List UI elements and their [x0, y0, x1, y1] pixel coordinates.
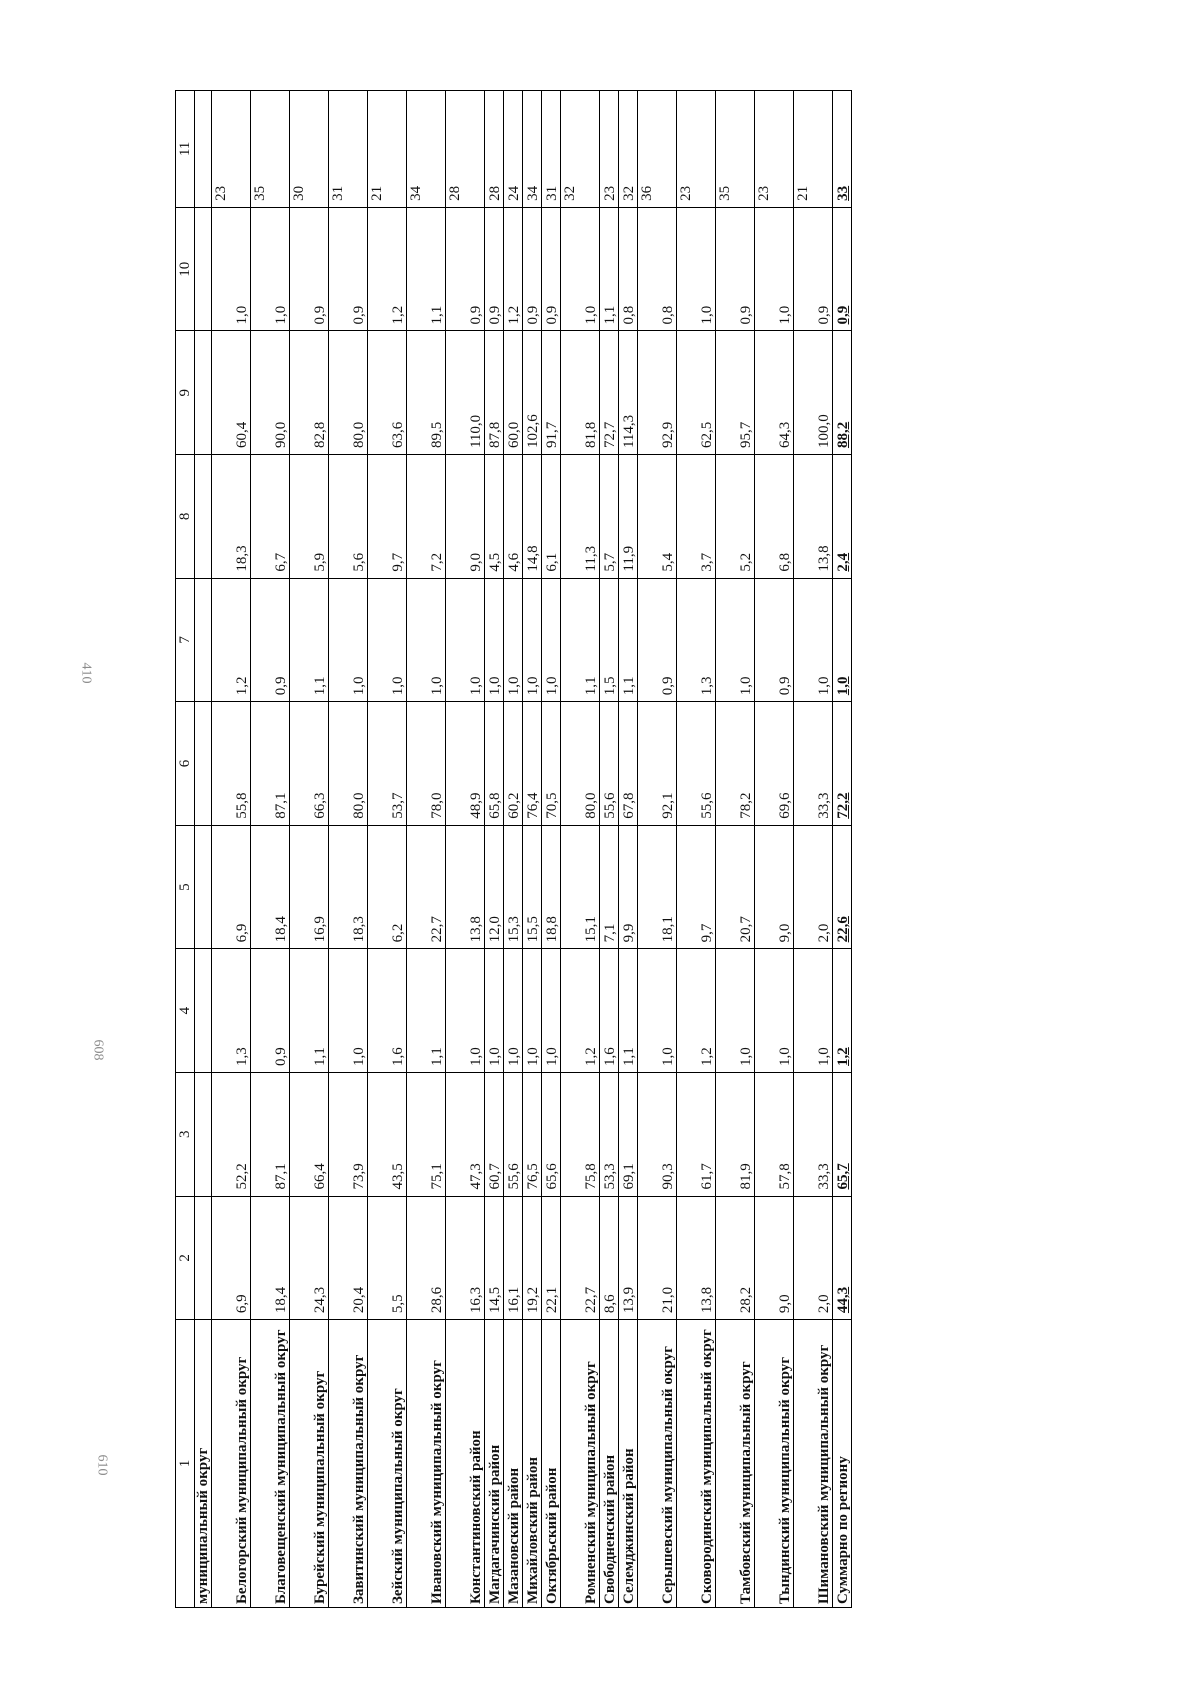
- table-row: [600, 91, 619, 1608]
- value-cell-col-3: 81,9: [716, 1072, 755, 1196]
- value-cell-col-5: 12,0: [485, 825, 504, 949]
- value-cell-col-2: 13,8: [677, 1196, 716, 1320]
- value-cell-col-4: 1,6: [368, 949, 407, 1073]
- value-cell-col-10: [195, 207, 212, 331]
- value-cell-col-6: 80,0: [329, 702, 368, 826]
- value-cell-col-4: 1,0: [523, 949, 542, 1073]
- value-cell-col-9: 102,6: [523, 331, 542, 455]
- table-row: [794, 91, 833, 1608]
- value-cell-col-11: 21: [794, 91, 833, 208]
- value-cell-col-9: 114,3: [619, 331, 638, 455]
- value-cell-col-8: 11,3: [561, 455, 600, 579]
- value-cell-col-5: 16,9: [290, 825, 329, 949]
- value-cell-col-10: 0,9: [485, 207, 504, 331]
- value-cell-col-4: 1,0: [755, 949, 794, 1073]
- value-cell-col-10: 1,1: [407, 207, 446, 331]
- value-cell-col-10: 0,9: [290, 207, 329, 331]
- value-cell-col-3: 87,1: [251, 1072, 290, 1196]
- column-number-2: 2: [176, 1196, 195, 1320]
- value-cell-col-9: 100,0: [794, 331, 833, 455]
- value-cell-col-4: 1,0: [446, 949, 485, 1073]
- value-cell-col-11: 23: [600, 91, 619, 208]
- value-cell-col-9: 91,7: [542, 331, 561, 455]
- value-cell-col-5: 15,3: [504, 825, 523, 949]
- value-cell-col-3: 75,1: [407, 1072, 446, 1196]
- value-cell-col-6: 48,9: [446, 702, 485, 826]
- value-cell-col-6: 55,6: [600, 702, 619, 826]
- page-mark-left: 410: [78, 662, 94, 684]
- district-name-cell: Белогорский муниципальный округ: [212, 1320, 251, 1608]
- value-cell-col-6: 55,8: [212, 702, 251, 826]
- value-cell-col-7: 1,0: [542, 578, 561, 702]
- district-name-cell: Шимановский муниципальный округ: [794, 1320, 833, 1608]
- value-cell-col-3: 52,2: [212, 1072, 251, 1196]
- value-cell-col-10: 1,0: [755, 207, 794, 331]
- value-cell-col-6: 87,1: [251, 702, 290, 826]
- value-cell-col-11: 32: [619, 91, 638, 208]
- value-cell-col-7: 1,5: [600, 578, 619, 702]
- value-cell-col-3: 57,8: [755, 1072, 794, 1196]
- value-cell-col-5: 22,6: [833, 825, 852, 949]
- value-cell-col-2: 16,1: [504, 1196, 523, 1320]
- value-cell-col-2: 9,0: [755, 1196, 794, 1320]
- value-cell-col-7: 1,0: [716, 578, 755, 702]
- district-name-cell: Серышевский муниципальный округ: [638, 1320, 677, 1608]
- table-row: [368, 91, 407, 1608]
- value-cell-col-6: [195, 702, 212, 826]
- value-cell-col-3: 73,9: [329, 1072, 368, 1196]
- value-cell-col-8: 6,1: [542, 455, 561, 579]
- value-cell-col-11: 35: [251, 91, 290, 208]
- district-name-cell: Свободненский район: [600, 1320, 619, 1608]
- value-cell-col-4: 1,0: [794, 949, 833, 1073]
- table-row-total: [833, 91, 852, 1608]
- value-cell-col-6: 76,4: [523, 702, 542, 826]
- table-row: [251, 91, 290, 1608]
- value-cell-col-6: 72,2: [833, 702, 852, 826]
- value-cell-col-2: 14,5: [485, 1196, 504, 1320]
- value-cell-col-6: 92,1: [638, 702, 677, 826]
- statistics-table: [175, 90, 852, 1608]
- page-mark-middle: 608: [90, 1039, 106, 1061]
- value-cell-col-10: 0,9: [542, 207, 561, 331]
- value-cell-col-6: 69,6: [755, 702, 794, 826]
- value-cell-col-11: 23: [755, 91, 794, 208]
- value-cell-col-6: 65,8: [485, 702, 504, 826]
- value-cell-col-7: 0,9: [638, 578, 677, 702]
- value-cell-col-4: 1,1: [619, 949, 638, 1073]
- column-number-4: 4: [176, 949, 195, 1073]
- value-cell-col-11: 23: [677, 91, 716, 208]
- value-cell-col-10: 1,2: [368, 207, 407, 331]
- value-cell-col-5: 20,7: [716, 825, 755, 949]
- value-cell-col-8: 7,2: [407, 455, 446, 579]
- value-cell-col-5: 18,4: [251, 825, 290, 949]
- value-cell-col-9: 62,5: [677, 331, 716, 455]
- value-cell-col-9: 60,4: [212, 331, 251, 455]
- value-cell-col-3: 90,3: [638, 1072, 677, 1196]
- value-cell-col-9: 88,2: [833, 331, 852, 455]
- value-cell-col-9: 60,0: [504, 331, 523, 455]
- district-name-cell: Завитинский муниципальный округ: [329, 1320, 368, 1608]
- value-cell-col-4: 1,3: [212, 949, 251, 1073]
- value-cell-col-8: 5,6: [329, 455, 368, 579]
- value-cell-col-10: 0,9: [794, 207, 833, 331]
- value-cell-col-9: 90,0: [251, 331, 290, 455]
- value-cell-col-6: 67,8: [619, 702, 638, 826]
- value-cell-col-5: 9,7: [677, 825, 716, 949]
- value-cell-col-4: 1,1: [290, 949, 329, 1073]
- value-cell-col-3: 60,7: [485, 1072, 504, 1196]
- value-cell-col-9: 89,5: [407, 331, 446, 455]
- value-cell-col-6: 80,0: [561, 702, 600, 826]
- value-cell-col-11: 36: [638, 91, 677, 208]
- value-cell-col-2: 8,6: [600, 1196, 619, 1320]
- value-cell-col-8: 9,0: [446, 455, 485, 579]
- value-cell-col-5: 9,9: [619, 825, 638, 949]
- value-cell-col-2: 20,4: [329, 1196, 368, 1320]
- page-mark-right: 610: [94, 1454, 110, 1476]
- value-cell-col-5: 7,1: [600, 825, 619, 949]
- column-number-11: 11: [176, 91, 195, 208]
- value-cell-col-7: 1,0: [523, 578, 542, 702]
- value-cell-col-4: 1,2: [833, 949, 852, 1073]
- value-cell-col-7: 1,0: [833, 578, 852, 702]
- district-name-cell: Суммарно по региону: [833, 1320, 852, 1608]
- table-row: [290, 91, 329, 1608]
- value-cell-col-4: 1,0: [504, 949, 523, 1073]
- value-cell-col-7: 1,1: [619, 578, 638, 702]
- value-cell-col-8: 5,7: [600, 455, 619, 579]
- value-cell-col-3: 43,5: [368, 1072, 407, 1196]
- value-cell-col-5: 13,8: [446, 825, 485, 949]
- value-cell-col-6: 66,3: [290, 702, 329, 826]
- column-number-row: [176, 91, 195, 1608]
- value-cell-col-5: 9,0: [755, 825, 794, 949]
- table-row: [523, 91, 542, 1608]
- value-cell-col-2: 28,6: [407, 1196, 446, 1320]
- value-cell-col-7: 1,2: [212, 578, 251, 702]
- value-cell-col-2: [195, 1196, 212, 1320]
- value-cell-col-7: 1,0: [329, 578, 368, 702]
- value-cell-col-10: 1,0: [561, 207, 600, 331]
- value-cell-col-10: 1,0: [677, 207, 716, 331]
- table-row: [195, 91, 212, 1608]
- table-row: [638, 91, 677, 1608]
- value-cell-col-11: 31: [329, 91, 368, 208]
- value-cell-col-8: 5,2: [716, 455, 755, 579]
- value-cell-col-9: 64,3: [755, 331, 794, 455]
- value-cell-col-8: 14,8: [523, 455, 542, 579]
- value-cell-col-9: 95,7: [716, 331, 755, 455]
- value-cell-col-8: [195, 455, 212, 579]
- district-name-cell: Михайловский район: [523, 1320, 542, 1608]
- value-cell-col-6: 33,3: [794, 702, 833, 826]
- table-row: [329, 91, 368, 1608]
- value-cell-col-8: 5,9: [290, 455, 329, 579]
- value-cell-col-3: 55,6: [504, 1072, 523, 1196]
- table-row: [446, 91, 485, 1608]
- value-cell-col-9: 72,7: [600, 331, 619, 455]
- column-number-10: 10: [176, 207, 195, 331]
- value-cell-col-11: 28: [485, 91, 504, 208]
- value-cell-col-8: 4,5: [485, 455, 504, 579]
- value-cell-col-6: 55,6: [677, 702, 716, 826]
- district-name-cell: Бурейский муниципальный округ: [290, 1320, 329, 1608]
- value-cell-col-11: [195, 91, 212, 208]
- value-cell-col-9: 63,6: [368, 331, 407, 455]
- rotated-table-container: [175, 90, 942, 1608]
- value-cell-col-5: 2,0: [794, 825, 833, 949]
- value-cell-col-6: 70,5: [542, 702, 561, 826]
- value-cell-col-11: 24: [504, 91, 523, 208]
- value-cell-col-3: 65,6: [542, 1072, 561, 1196]
- value-cell-col-10: 1,0: [251, 207, 290, 331]
- value-cell-col-8: 6,7: [251, 455, 290, 579]
- value-cell-col-8: 6,8: [755, 455, 794, 579]
- value-cell-col-6: 78,2: [716, 702, 755, 826]
- value-cell-col-7: 1,1: [561, 578, 600, 702]
- district-name-cell: Константиновский район: [446, 1320, 485, 1608]
- value-cell-col-2: 22,7: [561, 1196, 600, 1320]
- value-cell-col-4: [195, 949, 212, 1073]
- column-number-5: 5: [176, 825, 195, 949]
- value-cell-col-2: 5,5: [368, 1196, 407, 1320]
- value-cell-col-11: 21: [368, 91, 407, 208]
- value-cell-col-4: 1,0: [542, 949, 561, 1073]
- district-name-cell: Мазановский район: [504, 1320, 523, 1608]
- district-name-cell: Тамбовский муниципальный округ: [716, 1320, 755, 1608]
- value-cell-col-3: 53,3: [600, 1072, 619, 1196]
- value-cell-col-7: 1,0: [485, 578, 504, 702]
- value-cell-col-4: 1,0: [329, 949, 368, 1073]
- value-cell-col-9: 87,8: [485, 331, 504, 455]
- value-cell-col-10: 1,0: [212, 207, 251, 331]
- value-cell-col-7: 0,9: [755, 578, 794, 702]
- value-cell-col-10: 1,2: [504, 207, 523, 331]
- column-number-8: 8: [176, 455, 195, 579]
- value-cell-col-9: 82,8: [290, 331, 329, 455]
- value-cell-col-5: 18,1: [638, 825, 677, 949]
- value-cell-col-7: 1,0: [407, 578, 446, 702]
- column-number-9: 9: [176, 331, 195, 455]
- value-cell-col-7: 1,0: [368, 578, 407, 702]
- value-cell-col-9: [195, 331, 212, 455]
- table-row: [407, 91, 446, 1608]
- value-cell-col-10: 0,9: [716, 207, 755, 331]
- value-cell-col-2: 13,9: [619, 1196, 638, 1320]
- district-name-cell: муниципальный округ: [195, 1320, 212, 1608]
- table-row: [212, 91, 251, 1608]
- value-cell-col-11: 34: [407, 91, 446, 208]
- value-cell-col-8: 2,4: [833, 455, 852, 579]
- district-name-cell: Тындинский муниципальный округ: [755, 1320, 794, 1608]
- value-cell-col-11: 30: [290, 91, 329, 208]
- value-cell-col-2: 2,0: [794, 1196, 833, 1320]
- value-cell-col-2: 44,3: [833, 1196, 852, 1320]
- table-body: [195, 91, 852, 1608]
- value-cell-col-3: 33,3: [794, 1072, 833, 1196]
- value-cell-col-3: 69,1: [619, 1072, 638, 1196]
- value-cell-col-8: 11,9: [619, 455, 638, 579]
- value-cell-col-8: 9,7: [368, 455, 407, 579]
- value-cell-col-4: 1,2: [677, 949, 716, 1073]
- value-cell-col-9: 80,0: [329, 331, 368, 455]
- value-cell-col-2: 21,0: [638, 1196, 677, 1320]
- value-cell-col-5: 6,2: [368, 825, 407, 949]
- district-name-cell: Ивановский муниципальный округ: [407, 1320, 446, 1608]
- district-name-cell: Магдагачинский район: [485, 1320, 504, 1608]
- value-cell-col-3: 75,8: [561, 1072, 600, 1196]
- value-cell-col-8: 5,4: [638, 455, 677, 579]
- value-cell-col-10: 1,1: [600, 207, 619, 331]
- column-number-3: 3: [176, 1072, 195, 1196]
- value-cell-col-2: 6,9: [212, 1196, 251, 1320]
- district-name-cell: Сковородинский муниципальный округ: [677, 1320, 716, 1608]
- value-cell-col-3: 61,7: [677, 1072, 716, 1196]
- value-cell-col-9: 92,9: [638, 331, 677, 455]
- value-cell-col-5: 22,7: [407, 825, 446, 949]
- value-cell-col-7: 1,0: [446, 578, 485, 702]
- value-cell-col-8: 13,8: [794, 455, 833, 579]
- value-cell-col-5: [195, 825, 212, 949]
- value-cell-col-5: 18,8: [542, 825, 561, 949]
- value-cell-col-7: 0,9: [251, 578, 290, 702]
- value-cell-col-11: 31: [542, 91, 561, 208]
- value-cell-col-7: 1,1: [290, 578, 329, 702]
- value-cell-col-4: 1,0: [638, 949, 677, 1073]
- table-row: [504, 91, 523, 1608]
- value-cell-col-3: 66,4: [290, 1072, 329, 1196]
- district-name-cell: Селемджинский район: [619, 1320, 638, 1608]
- table-row: [716, 91, 755, 1608]
- value-cell-col-2: 19,2: [523, 1196, 542, 1320]
- value-cell-col-5: 6,9: [212, 825, 251, 949]
- value-cell-col-7: 1,0: [504, 578, 523, 702]
- value-cell-col-3: 76,5: [523, 1072, 542, 1196]
- column-number-7: 7: [176, 578, 195, 702]
- value-cell-col-10: 0,9: [446, 207, 485, 331]
- table-row: [619, 91, 638, 1608]
- value-cell-col-3: 65,7: [833, 1072, 852, 1196]
- value-cell-col-8: 3,7: [677, 455, 716, 579]
- value-cell-col-10: 0,9: [523, 207, 542, 331]
- value-cell-col-8: 4,6: [504, 455, 523, 579]
- district-name-cell: Ромненский муниципальный округ: [561, 1320, 600, 1608]
- value-cell-col-3: [195, 1072, 212, 1196]
- column-number-6: 6: [176, 702, 195, 826]
- value-cell-col-6: 60,2: [504, 702, 523, 826]
- value-cell-col-4: 1,2: [561, 949, 600, 1073]
- value-cell-col-8: 18,3: [212, 455, 251, 579]
- value-cell-col-2: 28,2: [716, 1196, 755, 1320]
- value-cell-col-2: 24,3: [290, 1196, 329, 1320]
- value-cell-col-3: 47,3: [446, 1072, 485, 1196]
- value-cell-col-11: 23: [212, 91, 251, 208]
- value-cell-col-11: 35: [716, 91, 755, 208]
- value-cell-col-9: 110,0: [446, 331, 485, 455]
- value-cell-col-11: 34: [523, 91, 542, 208]
- district-name-cell: Благовещенский муниципальный округ: [251, 1320, 290, 1608]
- table-row: [561, 91, 600, 1608]
- district-name-cell: Зейский муниципальный округ: [368, 1320, 407, 1608]
- value-cell-col-2: 18,4: [251, 1196, 290, 1320]
- value-cell-col-7: 1,3: [677, 578, 716, 702]
- value-cell-col-7: 1,0: [794, 578, 833, 702]
- value-cell-col-9: 81,8: [561, 331, 600, 455]
- column-number-1: 1: [176, 1320, 195, 1608]
- value-cell-col-10: 0,9: [833, 207, 852, 331]
- district-name-cell: Октябрьский район: [542, 1320, 561, 1608]
- value-cell-col-10: 0,8: [619, 207, 638, 331]
- value-cell-col-5: 15,1: [561, 825, 600, 949]
- value-cell-col-4: 1,0: [716, 949, 755, 1073]
- value-cell-col-2: 16,3: [446, 1196, 485, 1320]
- value-cell-col-6: 53,7: [368, 702, 407, 826]
- value-cell-col-6: 78,0: [407, 702, 446, 826]
- value-cell-col-11: 32: [561, 91, 600, 208]
- value-cell-col-11: 33: [833, 91, 852, 208]
- value-cell-col-4: 1,0: [485, 949, 504, 1073]
- value-cell-col-10: 0,8: [638, 207, 677, 331]
- value-cell-col-7: [195, 578, 212, 702]
- value-cell-col-4: 1,6: [600, 949, 619, 1073]
- table-row: [485, 91, 504, 1608]
- value-cell-col-4: 1,1: [407, 949, 446, 1073]
- value-cell-col-11: 28: [446, 91, 485, 208]
- value-cell-col-4: 0,9: [251, 949, 290, 1073]
- table-row: [755, 91, 794, 1608]
- value-cell-col-2: 22,1: [542, 1196, 561, 1320]
- value-cell-col-5: 15,5: [523, 825, 542, 949]
- value-cell-col-5: 18,3: [329, 825, 368, 949]
- value-cell-col-10: 0,9: [329, 207, 368, 331]
- table-row: [542, 91, 561, 1608]
- table-row: [677, 91, 716, 1608]
